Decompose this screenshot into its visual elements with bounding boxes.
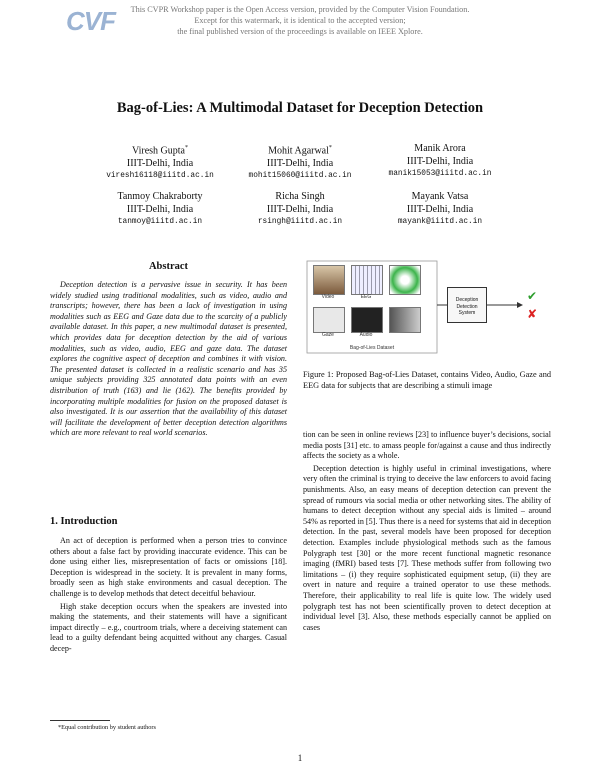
author-name: Richa Singh xyxy=(275,191,325,202)
watermark-line-2: Except for this watermark, it is identical to the accepted version; xyxy=(194,16,406,25)
author-email[interactable]: rsingh@iiitd.ac.in xyxy=(257,218,343,226)
figure-1 xyxy=(303,259,553,363)
deception-detection-box: Deception Detection System xyxy=(447,287,487,323)
author-affiliation: IIIT-Delhi, India xyxy=(266,158,334,170)
author-email[interactable]: tanmoy@iiitd.ac.in xyxy=(117,218,203,226)
audio-label: Audio xyxy=(359,332,373,338)
eeg-thumbnail xyxy=(351,265,383,295)
figure-caption: Figure 1: Proposed Bag-of-Lies Dataset, contains Video, Audio, Gaze and EEG data for subjects that are describing a stimuli image xyxy=(303,370,551,390)
gaze-thumbnail xyxy=(313,307,345,333)
cvf-logo: CVF xyxy=(66,6,115,36)
video-thumbnail xyxy=(313,265,345,295)
watermark-line-3: the final published version of the proceedings is available on IEEE Xplore. xyxy=(177,27,423,36)
author-block xyxy=(220,190,380,229)
author-mark: * xyxy=(185,145,188,151)
right-column-body xyxy=(303,430,551,633)
author-mark: * xyxy=(328,145,332,151)
author-email[interactable]: viresh16118@iiitd.ac.in xyxy=(106,172,214,181)
author-email[interactable]: mayank@iiitd.ac.in xyxy=(397,218,483,226)
eeg-label: EEG xyxy=(360,294,372,300)
author-name: Manik Arora xyxy=(414,143,466,154)
audio-thumbnail xyxy=(351,307,383,333)
footnote-rule xyxy=(50,720,110,721)
author-block xyxy=(80,142,240,183)
intro-heading: 1. Introduction xyxy=(50,516,118,527)
author-name: Viresh Gupta xyxy=(132,145,185,157)
paper-title: Bag-of-Lies: A Multimodal Dataset for Deception Detection xyxy=(116,100,484,116)
dataset-label: Bag-of-Lies Dataset xyxy=(349,345,395,351)
author-affiliation: IIIT-Delhi, India xyxy=(126,158,194,170)
stimulus-thumbnail xyxy=(389,307,421,333)
author-block xyxy=(360,190,520,229)
intro-paragraph-1: An act of deception is performed when a person tries to convince others about a false fact by providing inaccurate evidence. This can be done using either lies, misrepresentation of facts or omissions [18]. Deception is widespread in the society. It is prevalent in many forms, broadly seen as high stake environments and casual deception. The challenge is to develop methods that detect deceitful behaviour. xyxy=(50,536,287,598)
author-name: Tanmoy Chakraborty xyxy=(117,191,203,202)
gaze-label: Gaze xyxy=(322,332,334,338)
author-affiliation: IIIT-Delhi, India xyxy=(126,204,194,215)
brain-map-thumbnail xyxy=(389,265,421,295)
author-block xyxy=(360,142,520,181)
author-email[interactable]: manik15053@iiitd.ac.in xyxy=(388,170,492,178)
check-icon: ✔ xyxy=(527,289,538,303)
arrow-head xyxy=(517,302,523,308)
author-affiliation: IIIT-Delhi, India xyxy=(406,204,474,215)
watermark-line-1: This CVPR Workshop paper is the Open Access version, provided by the Computer Vision Foundation. xyxy=(130,5,470,14)
page-number: 1 xyxy=(297,753,303,763)
author-email[interactable]: mohit15060@iiitd.ac.in xyxy=(248,172,352,181)
abstract xyxy=(50,280,287,439)
right-paragraph-1: tion can be seen in online reviews [23] to influence buyer’s decisions, social media posts [31] etc. to amass people for/against a cause and thus indirectly affects the society as a whole. xyxy=(303,430,551,461)
footnote: *Equal contribution by student authors xyxy=(58,724,156,731)
author-affiliation: IIIT-Delhi, India xyxy=(266,204,334,215)
author-block xyxy=(80,190,240,229)
intro-body xyxy=(50,536,287,655)
video-label: Video xyxy=(321,294,335,300)
author-name: Mohit Agarwal xyxy=(268,145,329,157)
cross-icon: ✘ xyxy=(527,307,538,321)
author-name: Mayank Vatsa xyxy=(411,191,469,202)
author-affiliation: IIIT-Delhi, India xyxy=(406,156,474,167)
right-paragraph-2: Deception detection is highly useful in criminal investigations, where very often the criminal is trying to deceive the law enforcers to avoid facing punishments. Also, an easy means of deception detection can prevent the spread of rumours via social media or other networking sites. The ability of humans to detect deception without any special aids is limited – around 54% as reported in [5]. Thus there is a need for systems that aid in deception detection. In the past, several models have been proposed for deception detection. Examples include physiological methods such as the famous Polygraph test [30] or the more recent functional magnetic resonance imaging (fMRI) based tests [7]. These methods suffer from following two limitations – (i) they require sophisticated equipment setup, (ii) they are overt in nature and require a trained operator to use these methods. Therefore, their applicability to real life is quite low. The widely used polygraph test has not been scientifically proven to detect deception at individual level [3]. Also, these methods especially cannot be applied on cases xyxy=(303,463,551,632)
intro-paragraph-2: High stake deception occurs when the speakers are invested into making the statements, and their statements will have a significant impact directly – e.g., courtroom trials, where a deceiving statement can lead to a guilty defendant being acquitted without any charges. Casual decep- xyxy=(50,601,287,653)
author-block xyxy=(220,142,380,183)
abstract-heading: Abstract xyxy=(148,261,189,272)
abstract-text: Deception detection is a pervasive issue in security. It has been widely studied using traditional modalities, such as video, audio and transcripts; however, there has been a lack of investigation in using modalities such as EEG and Gaze data due to the scarcity of a publicly available dataset. In this paper, a new multimodal dataset is presented, which provides data for deception detection by the aid of various modalities, such as video, audio, EEG and gaze data. The dataset explores the cognitive aspect of deception and combines it with vision. The presented dataset is collected in a realistic scenario and has 35 unique subjects providing 325 annotated data points with an even distribution of truth (163) and lie (162). The benefits provided by incorporating multiple modalities for fusion on the proposed dataset is also investigated. It is our assertion that the availability of this dataset will facilitate the development of better deception detection algorithms which are more relevant to real world scenarios. xyxy=(50,280,287,438)
